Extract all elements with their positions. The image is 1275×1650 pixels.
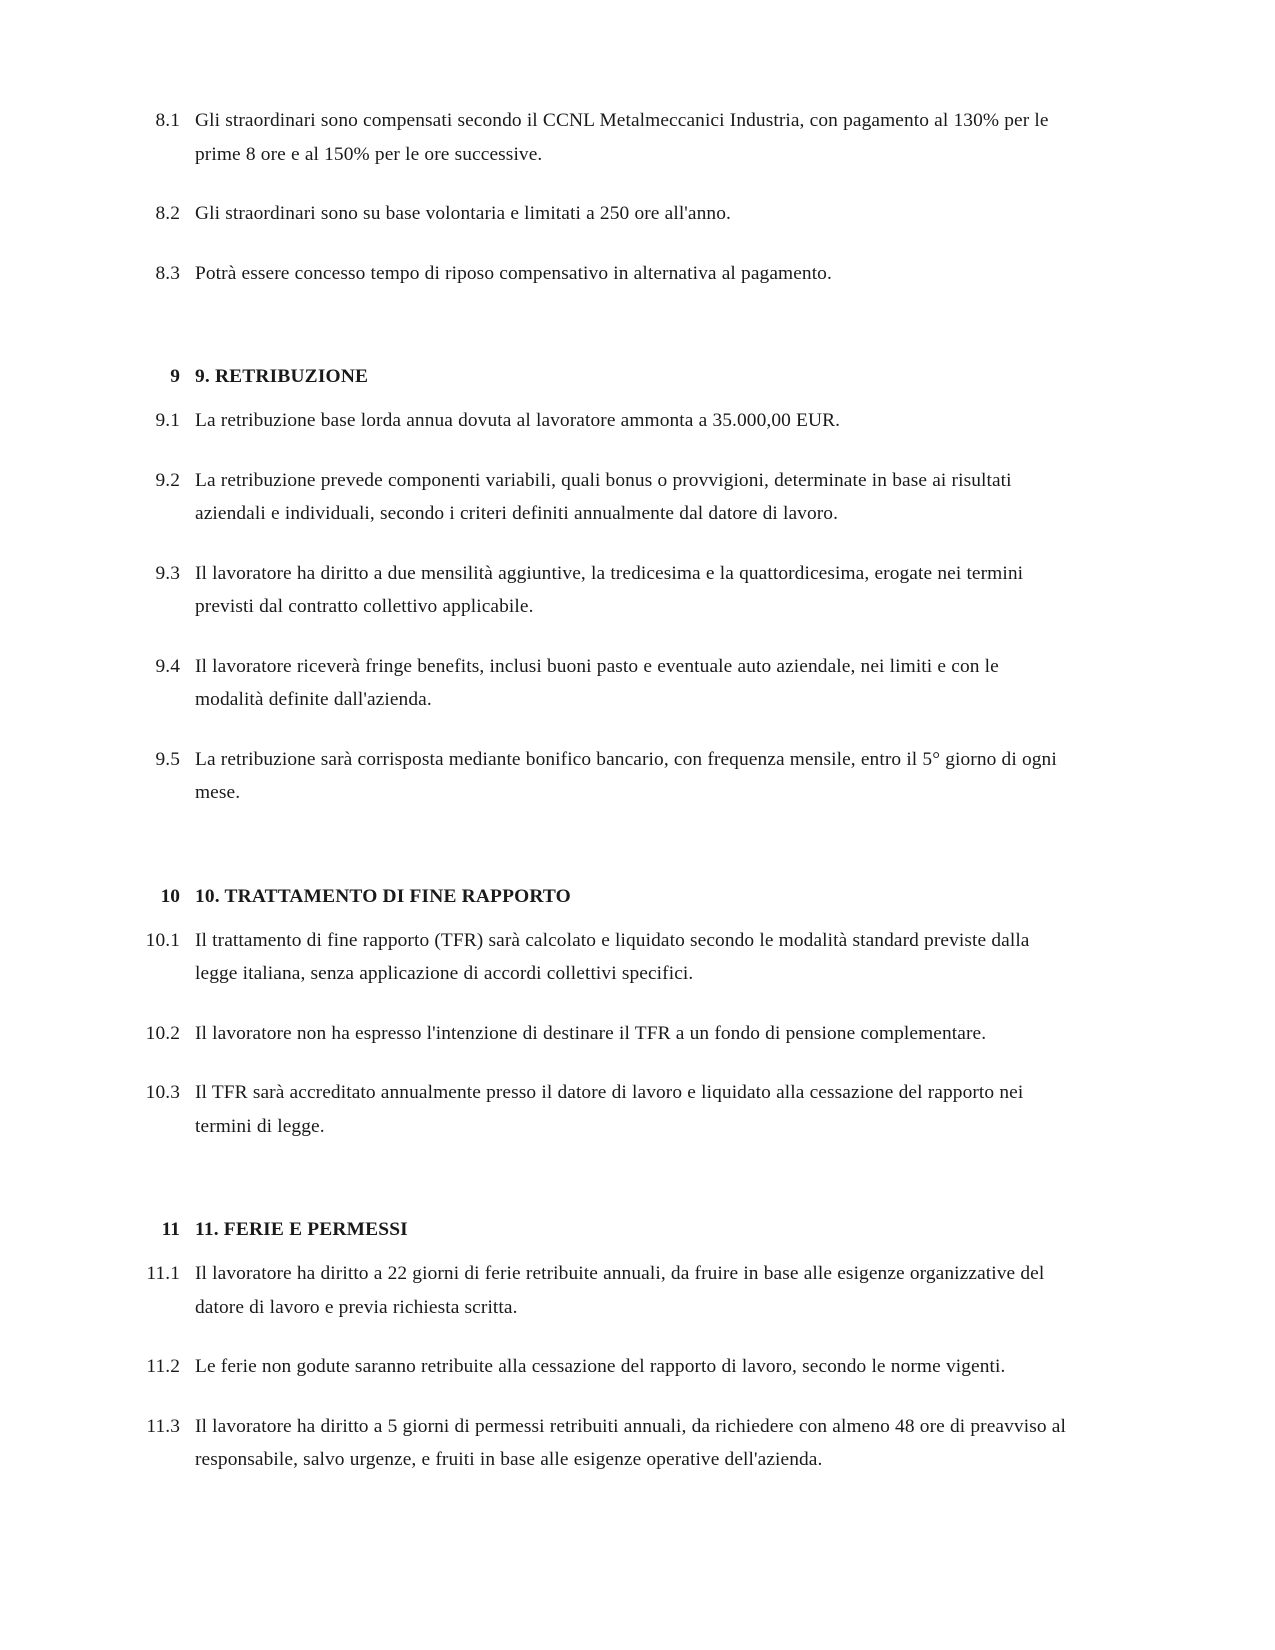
clause-text: La retribuzione base lorda annua dovuta al lavoratore ammonta a 35.000,00 EUR. — [195, 410, 841, 431]
clause-text: Il lavoratore ha diritto a 5 giorni di permessi retribuiti annuali, da richiedere con almeno 48 ore di preavviso al responsabile, salvo urgenze, e fruiti in base alle esigenze operative dell'azienda. — [195, 1415, 1066, 1470]
clause-text: Il TFR sarà accreditato annualmente presso il datore di lavoro e liquidato alla cessazione del rapporto nei termini di legge. — [195, 1082, 1024, 1137]
section-heading — [133, 836, 1070, 924]
clause-number: 11.2 — [146, 1356, 180, 1377]
section-heading — [133, 316, 1070, 404]
section-title: 9. RETRIBUZIONE — [195, 366, 369, 387]
clause-item — [133, 197, 1070, 231]
clause-text: Le ferie non godute saranno retribuite alla cessazione del rapporto di lavoro, secondo le norme vigenti. — [195, 1356, 1006, 1377]
clause-item — [133, 1017, 1070, 1051]
clause-item — [133, 404, 1070, 438]
clause-number: 9.1 — [155, 410, 180, 431]
section-number: 9 — [170, 366, 180, 387]
clause-text: La retribuzione sarà corrisposta mediante bonifico bancario, con frequenza mensile, entro il 5° giorno di ogni mese. — [195, 748, 1057, 803]
clause-text: La retribuzione prevede componenti variabili, quali bonus o provvigioni, determinate in base ai risultati aziendali e individuali, secondo i criteri definiti annualmente dal datore di lavoro. — [195, 469, 1012, 524]
clause-number: 9.2 — [155, 469, 180, 491]
section-number: 11 — [161, 1219, 180, 1240]
document-body — [133, 104, 1070, 1477]
clause-number: 9.5 — [155, 748, 180, 770]
clause-item — [133, 104, 1070, 171]
clause-text: Gli straordinari sono su base volontaria e limitati a 250 ore all'anno. — [195, 203, 731, 224]
clause-number: 9.4 — [155, 655, 180, 677]
clause-text: Gli straordinari sono compensati secondo il CCNL Metalmeccanici Industria, con pagamento al 130% per le prime 8 ore e al 150% per le ore successive. — [195, 110, 1049, 165]
section-title: 10. TRATTAMENTO DI FINE RAPPORTO — [195, 885, 571, 907]
clause-item — [133, 557, 1070, 624]
clause-text: Potrà essere concesso tempo di riposo compensativo in alternativa al pagamento. — [195, 262, 832, 284]
clause-item — [133, 464, 1070, 531]
clause-number: 8.3 — [155, 262, 180, 284]
clause-text: Il lavoratore riceverà fringe benefits, inclusi buoni pasto e eventuale auto aziendale, nei limiti e con le modalità definite dall'azienda. — [195, 655, 999, 710]
clause-item — [133, 1076, 1070, 1143]
clause-item — [133, 924, 1070, 991]
clause-item — [133, 257, 1070, 291]
clause-text: Il lavoratore non ha espresso l'intenzione di destinare il TFR a un fondo di pensione complementare. — [195, 1022, 987, 1044]
clause-item — [133, 650, 1070, 717]
clause-number: 11.1 — [146, 1263, 180, 1284]
clause-item — [133, 1257, 1070, 1324]
clause-number: 8.1 — [155, 110, 180, 131]
clause-item — [133, 1350, 1070, 1384]
section-number: 10 — [160, 885, 180, 907]
clause-item — [133, 743, 1070, 810]
section-title: 11. FERIE E PERMESSI — [195, 1219, 408, 1240]
clause-text: Il lavoratore ha diritto a due mensilità aggiuntive, la tredicesima e la quattordicesima, erogate nei termini previsti dal contratto collettivo applicabile. — [195, 562, 1024, 617]
clause-number: 10.2 — [145, 1022, 180, 1044]
clause-text: Il trattamento di fine rapporto (TFR) sarà calcolato e liquidato secondo le modalità standard previste dalla legge italiana, senza applicazione di accordi collettivi specifici. — [195, 929, 1030, 984]
clause-number: 10.1 — [145, 929, 180, 951]
clause-text: Il lavoratore ha diritto a 22 giorni di ferie retribuite annuali, da fruire in base alle esigenze organizzative del datore di lavoro e previa richiesta scritta. — [195, 1263, 1045, 1318]
clause-number: 11.3 — [146, 1415, 180, 1437]
clause-item — [133, 1410, 1070, 1477]
clause-number: 8.2 — [155, 203, 180, 224]
section-heading — [133, 1169, 1070, 1257]
clause-number: 10.3 — [145, 1082, 180, 1103]
clause-number: 9.3 — [155, 562, 180, 584]
